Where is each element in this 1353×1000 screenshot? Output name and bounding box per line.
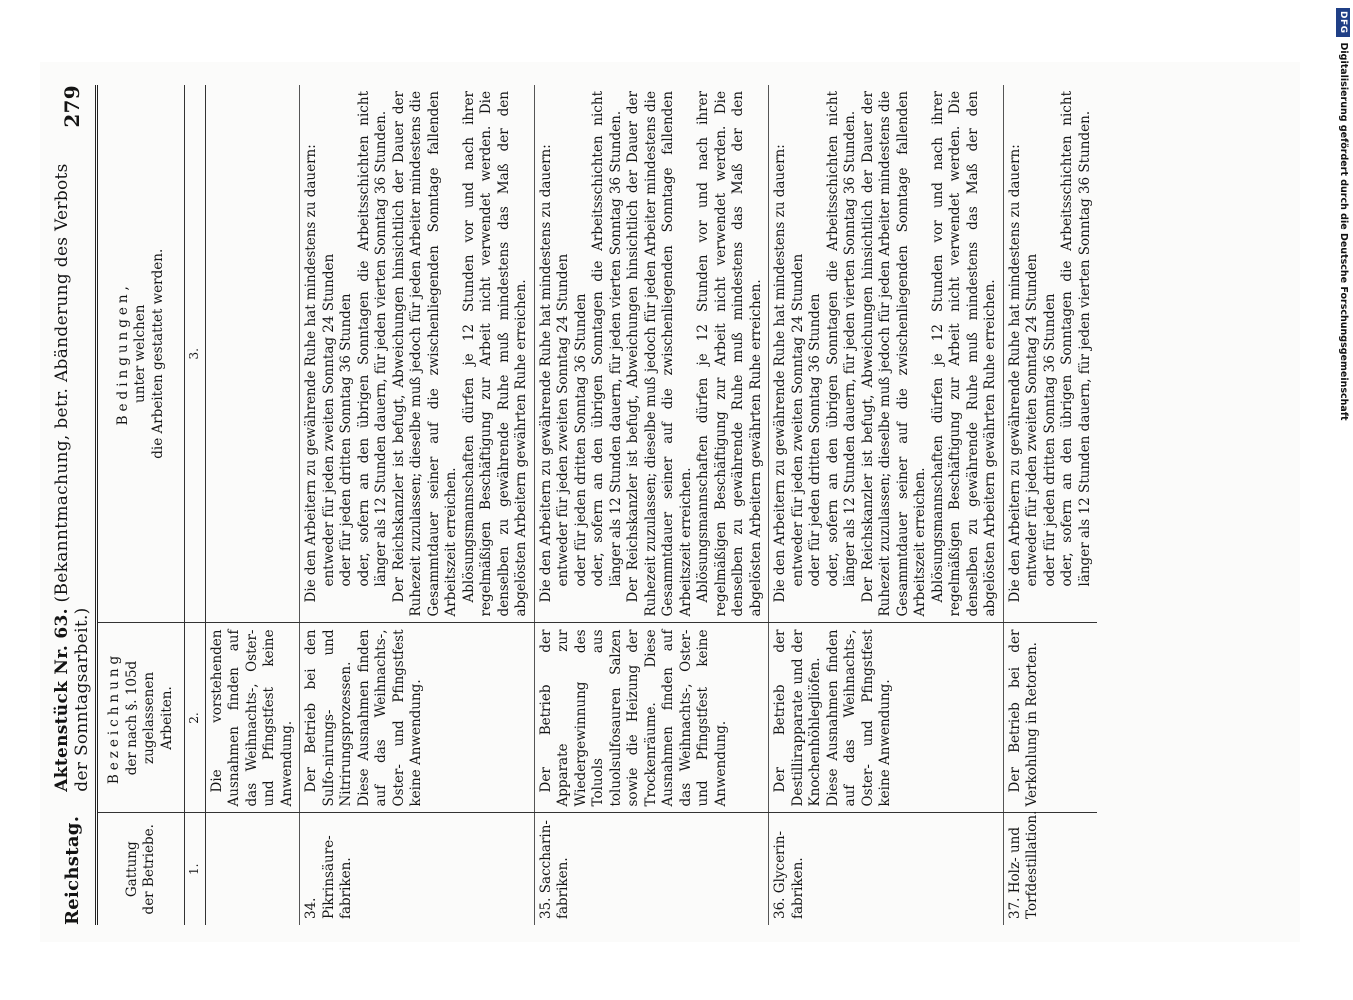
bedingungen-option-2: oder für jeden dritten Sonntag 36 Stunden [572,293,589,587]
continuation-bezeichnung: Die vorstehenden Ausnahmen finden auf das Weihnachts-, Oster- und Pfingstfest keine Anwendung. [205,623,300,813]
gattung-cell [1003,810,1097,925]
bezeichnung-cell: Der Betrieb der Apparate zur Wiedergewinnung des Toluols aus toluolsulfosauren Salzen sowie die Heizung der Trockenräume. Diese Ausnahmen finden auf das Weihnachts-, Oster- und Pfingstfest keine Anwendung. [534,623,769,813]
continuation-gattung [205,813,300,925]
col3-header-line3: die Arbeiten gestattet werden. [149,248,166,459]
bedingungen-option-3: oder, sofern an den übrigen Sonntagen die Arbeitsschichten nicht länger als 12 Stunden dauern, für jeden vierten Sonntag 36 Stunden. [590,91,624,587]
entry-number: 34. [303,897,319,919]
bedingungen-option-1: entweder für jeden zweiten Sonntag 24 Stunden [320,253,337,587]
table-row [769,85,1004,925]
page-number: 279 [60,85,84,128]
gattung-text: Pikrinsäure-fabriken. [320,835,354,919]
gattung-text: Saccharin-fabriken. [537,820,571,919]
gattung-cell [300,813,535,925]
bedingungen-option-3: oder, sofern an den übrigen Sonntagen die Arbeitsschichten nicht länger als 12 Stunden dauern, für jeden vierten Sonntag 36 Stunden. [1059,91,1093,587]
bedingungen-option-1: entweder für jeden zweiten Sonntag 24 Stunden [555,253,571,587]
bedingungen-paragraph-2: Ablösungsmannschaften dürfen je 12 Stunden vor und nach ihrer regelmäßigen Beschäftigung zur Arbeit nicht verwendet werden. Die denselben zu gewährende Ruhe muß mindestens das Maß der den abgelösten Arbeitern gewährten Ruhe erreichen. [929,91,998,617]
bedingungen-intro: Die den Arbeitern zu gewährende Ruhe hat mindestens zu dauern: [537,144,554,603]
column-number-row [185,85,206,925]
header-title-bold: Aktenstück Nr. 63. [52,608,72,792]
bedingungen-cell [769,85,1004,623]
bedingungen-option-3: oder, sofern an den übrigen Sonntagen die Arbeitsschichten nicht länger als 12 Stunden dauern, für jeden vierten Sonntag 36 Stunden. [355,91,389,587]
bezeichnung-cell: Der Betrieb der Destillirapparate und der Knochenhöhlegliöfen. Diese Ausnahmen finden auf das Weihnachts-, Oster- und Pfingstfest keine Anwendung. [769,623,1004,813]
col1-header [97,813,185,925]
continuation-bedingungen [205,85,300,623]
bedingungen-intro: Die den Arbeitern zu gewährende Ruhe hat mindestens zu dauern: [303,144,319,603]
entry-number: 35. [537,897,554,919]
entry-number: 37. [1006,897,1023,919]
bedingungen-option-2: oder für jeden dritten Sonntag 36 Stunden [807,293,823,587]
bezeichnung-cell: Der Betrieb bei den Sulfo-nirungs- und Nitrirungsprozessen. Diese Ausnahmen finden auf das Weihnachts-, Oster- und Pfingstfest keine Anwendung. [300,623,535,813]
col-number-1: 1. [185,813,206,925]
col3-header-line1: Bedingungen, [114,282,131,426]
col1-header-line2: der Betriebe. [141,824,157,915]
gattung-cell [769,813,1004,925]
bedingungen-option-3: oder, sofern an den übrigen Sonntagen die Arbeitsschichten nicht länger als 12 Stunden dauern, für jeden vierten Sonntag 36 Stunden. [824,91,858,587]
digitization-note-text-block [1334,8,1352,421]
col3-header-line2: unter welchen [132,304,149,403]
bedingungen-option-2: oder für jeden dritten Sonntag 36 Stunden [338,293,354,587]
col2-header-line3: Arbeiten. [158,686,175,750]
bedingungen-option-1: entweder für jeden zweiten Sonntag 24 Stunden [789,253,806,587]
continuation-row [205,85,300,925]
bedingungen-intro: Die den Arbeitern zu gewährende Ruhe hat mindestens zu dauern: [1006,144,1023,603]
bezeichnung-cell: Der Betrieb bei der Verkohlung in Retorten. [1003,623,1097,813]
bedingungen-option-1: entweder für jeden zweiten Sonntag 24 Stunden [1024,253,1040,587]
header-title [52,128,92,816]
bedingungen-cell [1003,85,1097,623]
col-number-3: 3. [185,85,206,623]
header-left: Reichstag. [61,815,83,925]
bedingungen-paragraph-2: Ablösungsmannschaften dürfen je 12 Stunden vor und nach ihrer regelmäßigen Beschäftigung zur Arbeit nicht verwendet werden. Die denselben zu gewährende Ruhe muß mindestens das Maß der den abgelösten Arbeitern gewährten Ruhe erreichen. [695,91,764,617]
gattung-text: Glycerin-fabriken. [772,830,806,919]
digitization-note [1334,8,1352,421]
table-header-row [97,85,185,925]
header-title-rest: (Bekanntmachung, betr. Abänderung des Verbots der Sonntagsarbeit.) [52,163,92,792]
dfg-logo: DFG [1336,8,1350,37]
bedingungen-option-2: oder für jeden dritten Sonntag 36 Stunden [1041,293,1058,587]
bedingungen-cell [534,85,769,623]
bedingungen-paragraph-1: Der Reichskanzler ist befugt, Abweichungen hinsichtlich der Dauer der Ruhezeit zuzulassen; dieselbe muß jedoch für jeden Arbeiter mindestens die Gesammtdauer seiner auf die zwischenliegenden Sonntage fallenden Arbeitszeit erreichen. [390,91,459,617]
bedingungen-paragraph-2: Ablösungsmannschaften dürfen je 12 Stunden vor und nach ihrer regelmäßigen Beschäftigung zur Arbeit nicht verwendet werden. Die denselben zu gewährende Ruhe muß mindestens das Maß der den abgelösten Arbeitern gewährten Ruhe erreichen. [460,91,529,617]
col3-header [97,85,185,623]
running-header [52,85,92,925]
gattung-text: Holz- und Torfdestillation. [1006,810,1040,919]
bedingungen-paragraph-1: Der Reichskanzler ist befugt, Abweichungen hinsichtlich der Dauer der Ruhezeit zuzulassen; dieselbe muß jedoch für jeden Arbeiter mindestens die Gesammtdauer seiner auf die zwischenliegenden Sonntage fallenden Arbeitszeit erreichen. [625,91,694,617]
gattung-cell [534,813,769,925]
col1-header-line1: Gattung [123,841,140,898]
col2-header [97,623,185,813]
bedingungen-paragraph-1: Der Reichskanzler ist befugt, Abweichungen hinsichtlich der Dauer der Ruhezeit zuzulassen; dieselbe muß jedoch für jeden Arbeiter mindestens die Gesammtdauer seiner auf die zwischenliegenden Sonntage fallenden Arbeitszeit erreichen. [859,91,928,617]
col2-header-line2: der nach §. 105d zugelassenen [123,660,157,776]
table-row [534,85,769,925]
bedingungen-cell [300,85,535,623]
rotated-document [52,85,1295,925]
table-row [1003,85,1097,925]
col-number-2: 2. [185,623,206,813]
entry-number: 36. [772,897,788,919]
digitization-note-text: Digitalisierung gefördert durch die Deutsche Forschungsgemeinschaft [1338,42,1349,421]
col2-header-line1: Bezeichnung [106,651,122,785]
table-row [300,85,535,925]
bedingungen-intro: Die den Arbeitern zu gewährende Ruhe hat mindestens zu dauern: [772,144,788,603]
regulation-table [95,85,1097,925]
